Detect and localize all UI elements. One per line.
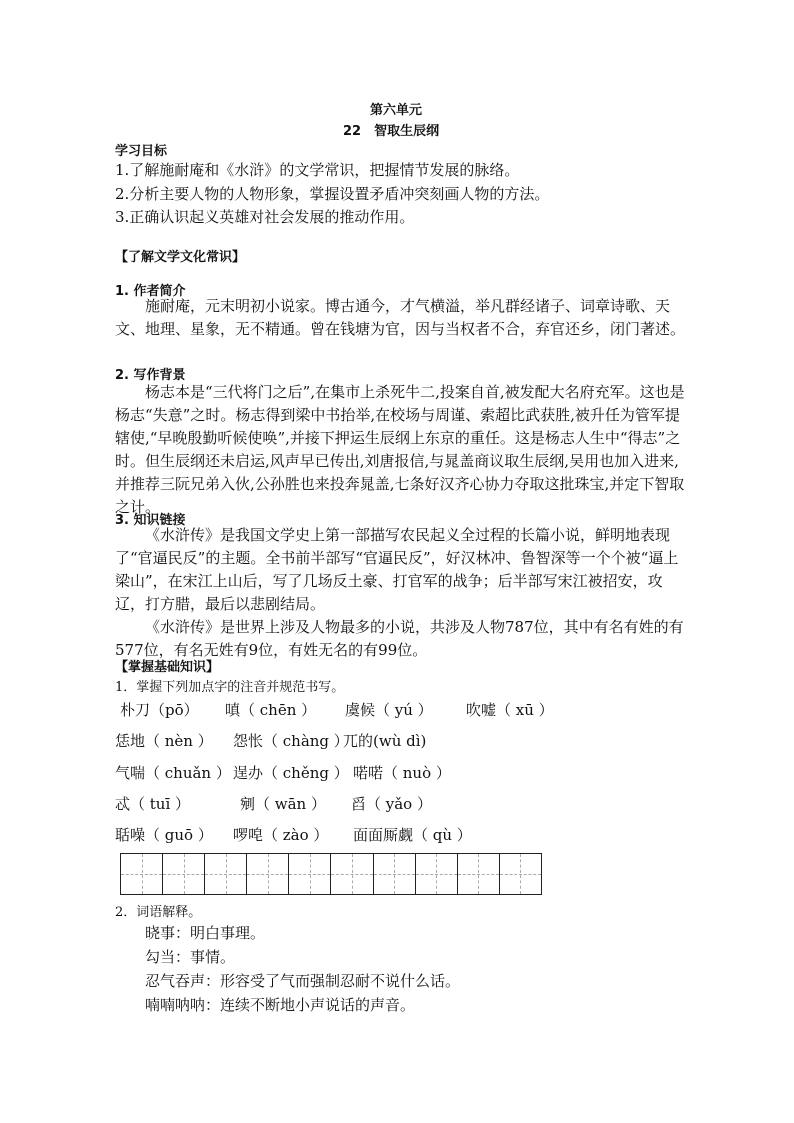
culture-heading: 【了解文学文化常识】	[115, 250, 246, 265]
writing-grid[interactable]	[120, 853, 542, 895]
unit-title: 第六单元	[370, 103, 423, 118]
grid-cell[interactable]	[458, 854, 500, 894]
definition-item: 晓事：明白事理。	[145, 924, 266, 942]
pinyin-row	[0, 824, 794, 844]
pinyin-item: 气喘（ chuǎn ）	[115, 764, 231, 782]
pinyin-row	[0, 762, 794, 782]
link-text-1: 《水浒传》是我国文学史上第一部描写农民起义全过程的长篇小说，鲜明地表现了“官逼民反”的主题。全书前半部写“官逼民反”，好汉林冲、鲁智深等一个个被“逼上梁山”，在宋江上山后，写了几场反土豪、打官军的战争；后半部写宋江被招安，攻辽，打方腊，最后以悲剧结局。	[115, 526, 679, 613]
pinyin-item: 剜（ wān ）	[240, 795, 326, 813]
author-paragraph	[115, 295, 685, 341]
grid-cell[interactable]	[163, 854, 205, 894]
objective-3: 3.正确认识起义英雄对社会发展的推动作用。	[115, 208, 415, 226]
question-2: 2．词语解释。	[115, 905, 202, 920]
grid-cell[interactable]	[374, 854, 416, 894]
pinyin-item: 怨怅（ chàng ）	[233, 732, 349, 750]
pinyin-item: 舀（ yǎo ）	[351, 795, 432, 813]
objective-1: 1.了解施耐庵和《水浒》的文学常识，把握情节发展的脉络。	[115, 161, 520, 179]
background-text: 杨志本是“三代将门之后”,在集市上杀死牛二,投案自首,被发配大名府充军。这也是杨志“失意”之时。杨志得到梁中书抬举,在校场与周谨、索超比武获胜,被升任为管军提辖使,“早晚殷勤听候使唤”,并接下押运生辰纲上东京的重任。这是杨志人生中“得志”之时。但生辰纲还未启运,风声早已传出,刘唐报信,与晁盖商议取生辰纲,吴用也加入进来,并推荐三阮兄弟入伙,公孙胜也来投奔晁盖,七条好汉齐心协力夺取这批珠宝,并定下智取之计。	[115, 383, 685, 516]
link-heading: 3. 知识链接	[115, 513, 186, 528]
grid-cell[interactable]	[289, 854, 331, 894]
pinyin-item: 嗔（ chēn ）	[225, 701, 317, 719]
lesson-title: 22 智取生辰纲	[343, 124, 440, 139]
definition-item: 喃喃呐呐：连续不断地小声说话的声音。	[145, 996, 416, 1014]
pinyin-item: 聒噪（ guō ）	[115, 826, 213, 844]
grid-cell[interactable]	[205, 854, 247, 894]
question-1: 1．掌握下列加点字的注音并规范书写。	[115, 680, 345, 695]
grid-cell[interactable]	[121, 854, 163, 894]
pinyin-row	[0, 793, 794, 813]
background-paragraph	[115, 381, 685, 519]
link-text-2: 《水浒传》是世界上涉及人物最多的小说，共涉及人物787位，其中有名有姓的有577位，有名无姓有9位，有姓无名的有99位。	[115, 618, 684, 659]
pinyin-item: 吹嘘（ xū ）	[466, 701, 554, 719]
grid-cell[interactable]	[500, 854, 541, 894]
grid-cell[interactable]	[416, 854, 458, 894]
definition-item: 勾当：事情。	[145, 948, 236, 966]
pinyin-item: 恁地（ nèn ）	[115, 732, 213, 750]
objective-2: 2.分析主要人物的人物形象，掌握设置矛盾冲突刻画人物的方法。	[115, 185, 550, 203]
grid-cell[interactable]	[331, 854, 373, 894]
pinyin-item: 朴刀（pō）	[120, 701, 199, 719]
definition-item: 忍气吞声：形容受了气而强制忍耐不说什么话。	[145, 972, 461, 990]
pinyin-item: 兀的(wù dì)	[343, 732, 427, 750]
objectives-heading: 学习目标	[115, 144, 168, 159]
link-paragraph	[115, 524, 685, 662]
background-heading: 2. 写作背景	[115, 368, 186, 383]
pinyin-item: 喏喏（ nuò ）	[353, 764, 451, 782]
pinyin-item: 逞办（ chěng ）	[233, 764, 349, 782]
author-heading: 1. 作者简介	[115, 284, 186, 299]
basics-heading: 【掌握基础知识】	[115, 660, 220, 675]
pinyin-item: 虞候（ yú ）	[345, 701, 433, 719]
pinyin-item: 忒（ tuī ）	[115, 795, 191, 813]
pinyin-row	[0, 730, 794, 750]
pinyin-row	[0, 699, 794, 719]
pinyin-item: 啰唣（ zào ）	[233, 826, 329, 844]
pinyin-item: 面面厮觑（ qù ）	[353, 826, 472, 844]
author-text: 施耐庵，元末明初小说家。博古通今，才气横溢，举凡群经诸子、词章诗歌、天文、地理、星象，无不精通。曾在钱塘为官，因与当权者不合，弃官还乡，闭门著述。	[115, 297, 686, 338]
grid-cell[interactable]	[247, 854, 289, 894]
